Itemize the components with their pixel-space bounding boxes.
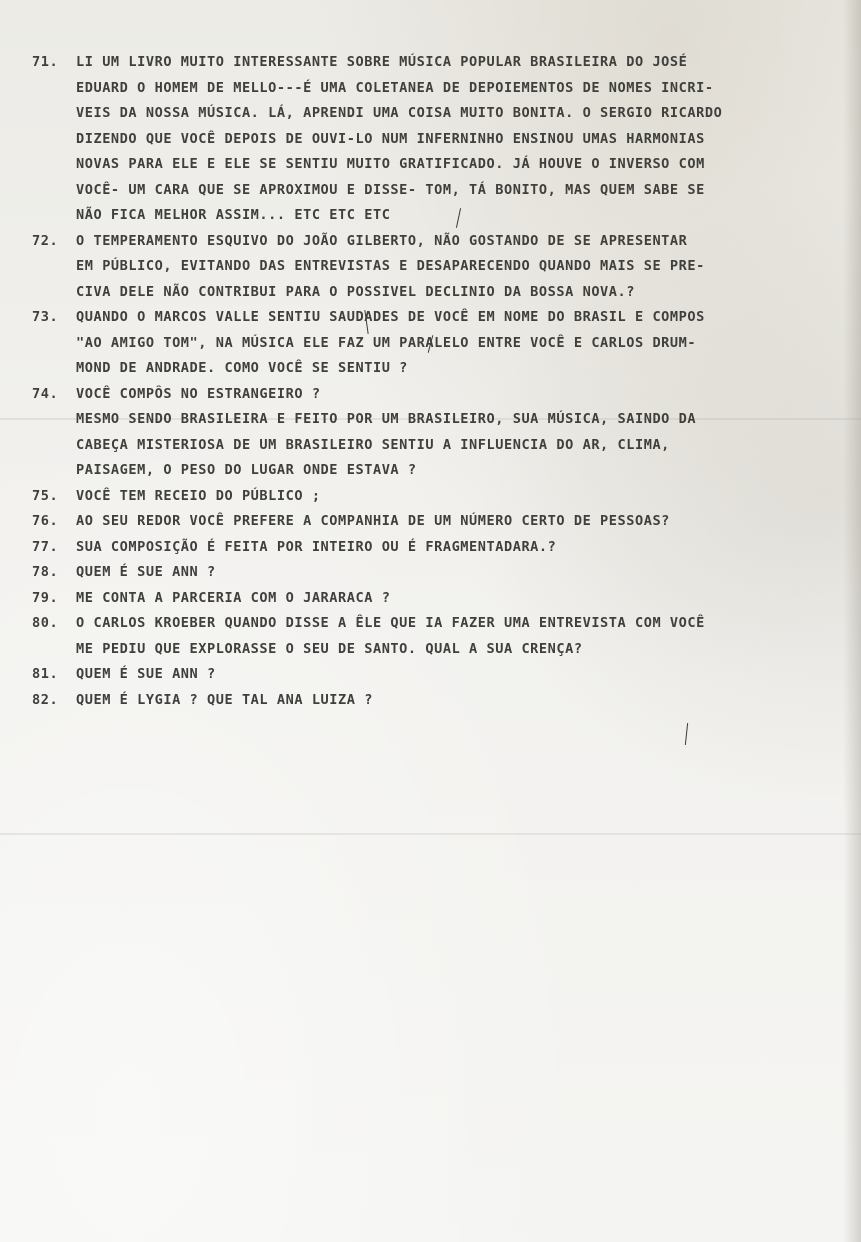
question-text [76, 535, 847, 561]
question-item [32, 535, 847, 561]
question-text-line: VOCÊ- UM CARA QUE SE APROXIMOU E DISSE- TOM, TÁ BONITO, MAS QUEM SABE SE [76, 181, 705, 198]
question-number: 76. [32, 513, 59, 529]
question-text [76, 229, 847, 306]
question-text [76, 305, 847, 382]
question-item [32, 509, 847, 535]
question-text-line: QUANDO O MARCOS VALLE SENTIU SAUDADES DE VOCÊ EM NOME DO BRASIL E COMPOS [76, 309, 705, 325]
question-item [32, 229, 847, 306]
question-text-line: SUA COMPOSIÇÃO É FEITA POR INTEIRO OU É FRAGMENTADARA.? [76, 538, 557, 555]
question-number: 80. [32, 615, 59, 631]
question-text-line: EDUARD O HOMEM DE MELLO---É UMA COLETANEA DE DEPOIEMENTOS DE NOMES INCRI- [76, 79, 714, 96]
question-number: 79. [32, 589, 59, 606]
question-text-line: MOND DE ANDRADE. COMO VOCÊ SE SENTIU ? [76, 360, 408, 376]
paper-fold-line [0, 833, 861, 835]
question-item [32, 611, 847, 662]
question-number: 75. [32, 487, 59, 504]
question-text [76, 382, 847, 484]
question-text-line: VOCÊ TEM RECEIO DO PÚBLICO ; [76, 487, 321, 504]
question-number: 72. [32, 232, 59, 249]
question-text-line: QUEM É SUE ANN ? [76, 564, 216, 580]
question-text-line: "AO AMIGO TOM", NA MÚSICA ELE FAZ UM PARALELO ENTRE VOCÊ E CARLOS DRUM- [76, 334, 697, 351]
question-text-line: PAISAGEM, O PESO DO LUGAR ONDE ESTAVA ? [76, 462, 417, 478]
question-item [32, 50, 847, 229]
question-text-line: CABEÇA MISTERIOSA DE UM BRASILEIRO SENTIU A INFLUENCIA DO AR, CLIMA, [76, 436, 670, 453]
question-text-line: ME PEDIU QUE EXPLORASSE O SEU DE SANTO. QUAL A SUA CRENÇA? [76, 640, 583, 657]
question-item [32, 662, 847, 688]
question-text-line: O TEMPERAMENTO ESQUIVO DO JOÃO GILBERTO, NÃO GOSTANDO DE SE APRESENTAR [76, 232, 688, 249]
question-item [32, 382, 847, 484]
question-text-line: ME CONTA A PARCERIA COM O JARARACA ? [76, 589, 391, 606]
question-number: 81. [32, 666, 59, 682]
question-number: 77. [32, 538, 59, 555]
question-list [32, 50, 847, 713]
question-text [76, 50, 847, 229]
question-text [76, 509, 847, 535]
question-number: 73. [32, 309, 59, 325]
question-item [32, 688, 847, 714]
question-text-line: VEIS DA NOSSA MÚSICA. LÁ, APRENDI UMA COISA MUITO BONITA. O SERGIO RICARDO [76, 105, 723, 121]
question-text [76, 484, 847, 510]
question-item [32, 305, 847, 382]
question-text [76, 586, 847, 612]
question-text-line: VOCÊ COMPÔS NO ESTRANGEIRO ? [76, 385, 321, 402]
question-text-line: AO SEU REDOR VOCÊ PREFERE A COMPANHIA DE UM NÚMERO CERTO DE PESSOAS? [76, 513, 670, 529]
question-text-line: O CARLOS KROEBER QUANDO DISSE A ÊLE QUE IA FAZER UMA ENTREVISTA COM VOCÊ [76, 615, 705, 631]
question-number: 74. [32, 385, 59, 402]
question-text-line: LI UM LIVRO MUITO INTERESSANTE SOBRE MÚSICA POPULAR BRASILEIRA DO JOSÉ [76, 54, 688, 70]
question-text-line: EM PÚBLICO, EVITANDO DAS ENTREVISTAS E DESAPARECENDO QUANDO MAIS SE PRE- [76, 258, 705, 274]
question-text-line: CIVA DELE NÃO CONTRIBUI PARA O POSSIVEL DECLINIO DA BOSSA NOVA.? [76, 283, 635, 300]
question-text-line: NOVAS PARA ELE E ELE SE SENTIU MUITO GRATIFICADO. JÁ HOUVE O INVERSO COM [76, 156, 705, 172]
question-text-line: NÃO FICA MELHOR ASSIM... ETC ETC ETC [76, 207, 391, 223]
question-item [32, 484, 847, 510]
question-text-line: QUEM É SUE ANN ? [76, 666, 216, 682]
question-text-line: MESMO SENDO BRASILEIRA E FEITO POR UM BRASILEIRO, SUA MÚSICA, SAINDO DA [76, 411, 697, 427]
question-text [76, 560, 847, 586]
question-text [76, 688, 847, 714]
question-number: 82. [32, 691, 59, 708]
question-text-line: DIZENDO QUE VOCÊ DEPOIS DE OUVI-LO NUM INFERNINHO ENSINOU UMAS HARMONIAS [76, 130, 705, 147]
pen-mark [685, 723, 688, 745]
question-text [76, 662, 847, 688]
question-number: 78. [32, 564, 59, 580]
question-item [32, 586, 847, 612]
question-number: 71. [32, 54, 59, 70]
question-item [32, 560, 847, 586]
question-text [76, 611, 847, 662]
question-text-line: QUEM É LYGIA ? QUE TAL ANA LUIZA ? [76, 691, 373, 708]
